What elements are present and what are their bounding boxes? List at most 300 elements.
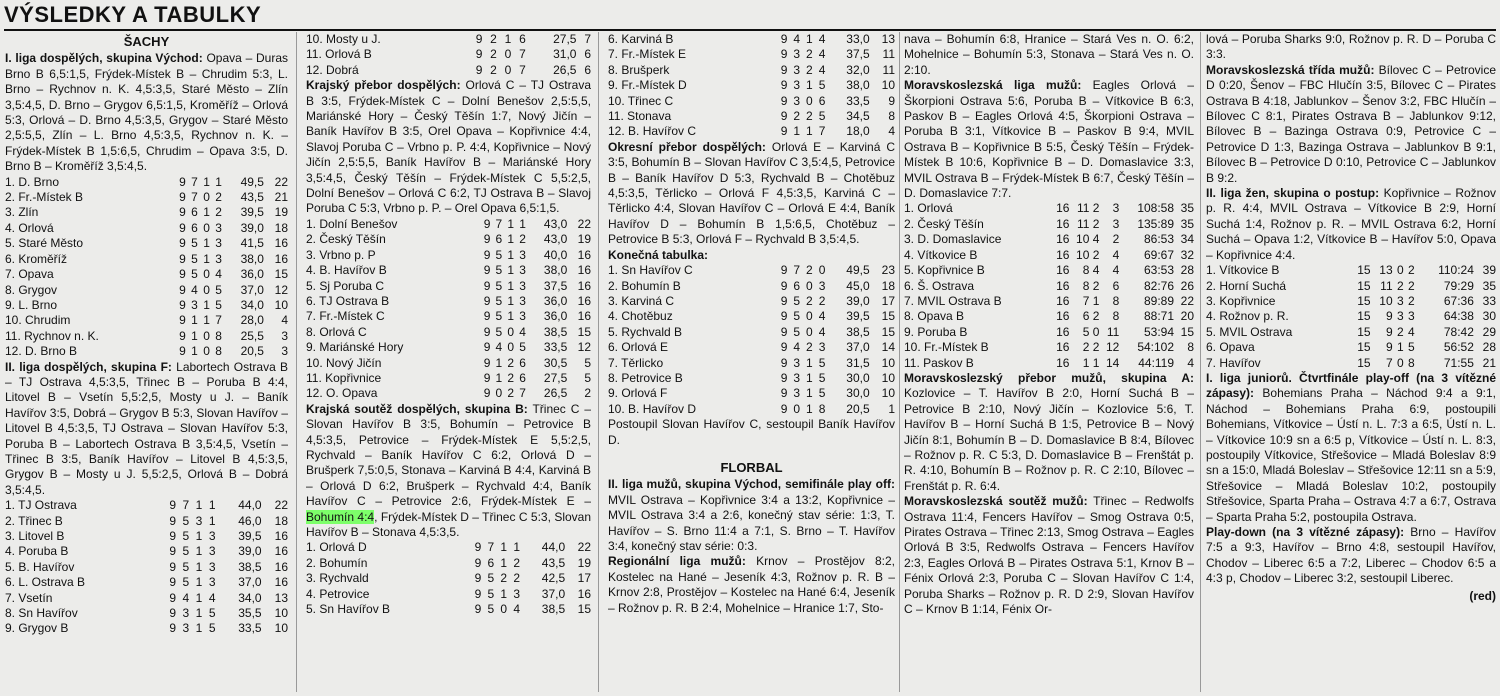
stat-cell: 39,5	[240, 205, 264, 220]
stat-cell: 9	[483, 247, 491, 262]
table-row	[608, 109, 895, 124]
stat-cell: 3	[818, 278, 826, 293]
results-text: Kozlovice – T. Havířov B 2:0, Horní Suchá B – Petrovice B 2:10, Nový Jičín – Kozlovice 5:6, T. Havířov B – Horní Suchá B 1:5, Petrovice B – Nový Jičín 8:1, Bohumín B – D. Domaslavice B 8:4, Bílovec – Rožnov p. R. C 5:3, D. Domaslavice B – Frenštát p. R. 4:10, Bohumín B – Rožnov p. R. C 2:10, Bílovec – Frenštát p. R. 6:4.	[904, 386, 1194, 493]
stat-cell: 5	[487, 602, 495, 617]
team-name-cell: 8. Sn Havířov	[5, 606, 78, 621]
table-row	[904, 201, 1194, 216]
stat-cell: 3	[793, 78, 801, 93]
stat-cell: 3	[208, 575, 216, 590]
table-row	[5, 529, 288, 544]
stat-cell: 1	[208, 513, 216, 528]
stat-cell: 11	[882, 47, 895, 62]
stat-cell: 39	[1482, 263, 1496, 278]
stat-cell: 9	[483, 278, 491, 293]
stat-cell: 2	[1408, 263, 1415, 278]
team-name-cell: 5. Sj Poruba C	[306, 278, 385, 293]
stat-cell: 2	[513, 555, 520, 570]
stat-cell: 28	[1482, 340, 1496, 355]
stat-cell: 4	[1187, 355, 1194, 370]
stat-cell: 2	[1092, 216, 1100, 231]
stat-cell: 3	[215, 236, 222, 251]
stat-cell: 1	[806, 32, 813, 46]
stat-cell: 2	[806, 263, 813, 278]
stat-cell: 12	[577, 340, 591, 355]
team-name-cell: 5. Rychvald B	[608, 324, 683, 339]
stat-cell: 4	[793, 340, 801, 355]
table-row	[306, 248, 591, 263]
stat-cell: 1	[500, 586, 508, 601]
stat-cell: 1	[203, 297, 210, 312]
team-name-cell: 2. Fr.-Místek B	[5, 190, 84, 205]
stat-cell: 16	[274, 575, 288, 590]
stat-cell: 34,5	[846, 109, 870, 124]
stat-cell: 2	[1396, 324, 1404, 339]
stat-cell: 5	[495, 324, 503, 339]
stat-cell: 39,0	[238, 544, 262, 559]
stat-cell: 1	[195, 590, 203, 605]
stat-cell: 15	[1357, 263, 1371, 278]
stat-cell: 5	[818, 370, 826, 385]
stat-cell: 19	[577, 555, 591, 570]
stat-cell: 39,0	[240, 220, 264, 235]
stat-cell: 10	[881, 355, 895, 370]
results-text: MVIL Ostrava – Kopřivnice 3:4 a 13:2, Kopřivnice – MVIL Ostrava 3:4 a 2:6, konečný stav série: 1:3, T. Havířov – S. Brno 11:4 a 7:1, S. Brno – T. Havířov 3:4, konečný stav série: 0:3.	[608, 492, 895, 553]
table-row	[5, 221, 288, 236]
stat-cell: 3	[215, 220, 222, 235]
stat-cell: 28	[1180, 263, 1194, 278]
results-text: Krnov – Prostějov 8:2, Kostelec na Hané – Jeseník 4:3, Rožnov p. R. B – Krnov 2:8, Prostějov – Kostelec na Hané 6:4, Jeseník – Rožnov p. R. B 2:4, Mohelnice – Hranice 1:7, Sto-	[608, 554, 895, 615]
stat-cell: 9	[1385, 309, 1393, 324]
stat-cell: 1	[513, 540, 520, 555]
stat-cell: 15	[274, 267, 288, 282]
stat-cell: 5	[519, 340, 526, 355]
stat-cell: 5	[818, 355, 826, 370]
stat-cell: 10	[1076, 232, 1090, 247]
stat-cell: 9	[179, 220, 186, 235]
stat-cell: 0	[806, 278, 813, 293]
stat-cell: 8	[1082, 263, 1090, 278]
table-row	[608, 78, 895, 93]
competition-heading: Regionální liga mužů:	[608, 554, 746, 569]
results-text: Brno – Havířov 7:5 a 9:3, Havířov – Brno 4:8, sestoupil Havířov, Chodov – Liberec 6:5 a 7:2, Liberec – Chodov 6:5 a 4:3 p, Chodov – Liberec 3:2, sestoupil Liberec.	[1206, 525, 1496, 586]
table-row	[1206, 294, 1496, 309]
final-table-heading: Konečná tabulka:	[608, 247, 709, 262]
results-paragraph	[904, 371, 1194, 494]
stat-cell: 18	[274, 220, 288, 235]
stat-cell: 2	[1396, 278, 1404, 293]
stat-cell: 1	[500, 555, 508, 570]
stat-cell: 7	[182, 498, 190, 513]
stat-cell: 3	[793, 370, 801, 385]
stat-cell: 0	[203, 220, 210, 235]
stat-cell: 35	[1180, 216, 1194, 231]
stat-cell: 9	[179, 282, 186, 297]
stat-cell: 3	[208, 559, 216, 574]
stat-cell: 6	[1082, 309, 1090, 324]
stat-cell: 10	[881, 370, 895, 385]
stat-cell: 1	[195, 498, 203, 513]
stat-cell: 9	[780, 93, 788, 108]
stat-cell: 36,0	[543, 293, 568, 308]
stat-cell: 2	[490, 47, 497, 62]
stat-cell: 6	[818, 93, 826, 108]
competition-heading: II. liga mužů, skupina Východ, semifinále play off:	[608, 477, 895, 492]
stat-cell: 5	[215, 282, 222, 297]
stat-cell: 5	[1408, 340, 1415, 355]
stat-cell: 16	[274, 544, 288, 559]
stat-cell: 16	[274, 236, 288, 251]
team-name-cell: 2. Český Těšín	[904, 216, 984, 231]
column-5	[1206, 32, 1496, 694]
team-name-cell: 1. Sn Havířov C	[608, 263, 693, 278]
stat-cell: 2	[507, 370, 515, 385]
stat-cell: 37,5	[846, 47, 870, 62]
standings-table	[306, 32, 591, 78]
stat-cell: 1	[195, 559, 203, 574]
stat-cell: 1	[195, 544, 203, 559]
team-name-cell: 8. Petrovice B	[608, 370, 683, 385]
stat-cell: 4	[1112, 263, 1120, 278]
stat-cell: 7	[818, 124, 826, 139]
competition-heading: Okresní přebor dospělých:	[608, 139, 766, 154]
stat-cell: 5	[215, 297, 222, 312]
stat-cell: 16	[1056, 247, 1070, 262]
stat-cell: 7	[215, 313, 222, 328]
results-text: Bohemians Praha – Náchod 9:4 a 9:1, Náchod – Bohemians Praha 6:9, postoupili Bohemians, Vítkovice – Ústí n. L. 7:3 a 6:5, Ústí n. L. – Vítkovice 10:9 sn a 6:5 p, Vítkovice – Ústí n. L. 8:3, postoupily Vítkovice, Střešovice – Mladá Boleslav 8:9 sn a 15:0, Mladá Boleslav – Střešovice 12:11 sn a 5:9, Střešovice – Mladá Boleslav 10:2, postoupily Střešovice, Sparta Praha – Ostrava 4:7 a 6:7, Ostrava – Sparta Praha 5:2, postoupila Ostrava.	[1206, 386, 1496, 524]
column-3	[608, 32, 895, 694]
table-row	[904, 356, 1194, 371]
stat-cell: 2	[806, 293, 813, 308]
stat-cell: 9	[780, 355, 788, 370]
results-text: Labortech Ostrava B – TJ Ostrava 4,5:3,5, Třinec B – Poruba B 4:4, Litovel B – Vsetín 5,5:2,5, Mosty u J. – Baník Havířov 3:5, Dobrá – Grygov B 5:3, Slovan Havířov – Litovel B 4,5:3,5, TJ Ostrava – Slovan Havířov 5:3, Poruba B – Labortech Ostrava B 3,5:4,5, Vsetín – Třinec B 3:5, Baník Havířov – Litovel B 4,5:3,5, Grygov B – Mosty u J. 5,5:2,5, Orlová B – Dobrá 3,5:4,5.	[5, 359, 288, 497]
team-name-cell: 6. Š. Ostrava	[904, 278, 975, 293]
stat-cell: 16	[577, 586, 591, 601]
stat-cell: 5	[487, 586, 495, 601]
stat-cell: 30,5	[543, 355, 568, 370]
stat-cell: 43,0	[543, 216, 568, 231]
stat-cell: 0	[504, 47, 512, 62]
stat-cell: 3	[191, 297, 198, 312]
table-row	[5, 544, 288, 559]
stat-cell: 9	[780, 278, 788, 293]
stat-cell: 4	[208, 590, 216, 605]
stat-cell: 0	[203, 282, 210, 297]
stat-cell: 1	[507, 247, 515, 262]
column-1	[5, 32, 288, 694]
table-row	[306, 356, 591, 371]
stat-cell: 43,5	[240, 190, 264, 205]
stat-cell: 16	[1056, 293, 1070, 308]
stat-cell: 4	[818, 324, 826, 339]
stat-cell: 2	[513, 571, 520, 586]
stat-cell: 3	[793, 47, 801, 62]
results-paragraph	[306, 78, 591, 217]
stat-cell: 1	[806, 124, 813, 139]
table-row	[5, 252, 288, 267]
stat-cell: 9	[475, 62, 483, 77]
stat-cell: 110:24	[1438, 263, 1474, 278]
stat-cell: 1	[1092, 355, 1100, 370]
stat-cell: 16	[274, 529, 288, 543]
stat-cell: 0	[500, 602, 508, 617]
stat-cell: 13	[881, 32, 895, 46]
standings-table	[608, 32, 895, 140]
stat-cell: 1	[495, 370, 503, 385]
stat-cell: 1	[507, 309, 515, 324]
team-name-cell: 6. Orlová E	[608, 340, 669, 355]
stat-cell: 34,0	[240, 297, 264, 312]
stat-cell: 12	[274, 282, 288, 297]
stat-cell: 9	[1385, 324, 1393, 339]
stat-cell: 16	[1056, 232, 1070, 247]
standings-table	[306, 540, 591, 617]
stat-cell: 12	[1105, 340, 1120, 355]
competition-heading: Moravskoslezská třída mužů:	[1206, 62, 1375, 77]
team-name-cell: 9. Grygov B	[5, 621, 69, 636]
results-paragraph	[1206, 63, 1496, 186]
team-name-cell: 3. Rychvald	[306, 571, 369, 586]
stat-cell: 9	[483, 355, 491, 370]
team-name-cell: 2. Bohumín B	[608, 278, 681, 293]
stat-cell: 9	[780, 263, 788, 278]
stat-cell: 38,5	[541, 602, 566, 617]
stat-cell: 2	[1092, 340, 1100, 355]
section-heading-floorball: FLORBAL	[720, 459, 783, 475]
results-text: Eagles Orlová – Škorpioni Ostrava 5:6, Poruba B – Vítkovice B 6:3, Paskov B – Eagles Orlová 4:5, Škorpioni Ostrava – Poruba B 3:1, Vítkovice B – Paskov B 9:4, MVIL Ostrava B – Kopřivnice B 5:5, Český Těšín – Frýdek-Místek B 10:6, Kopřivnice B – D. Domaslavice 3:3, MVIL Ostrava B – Frýdek-Místek B 6:7, Český Těšín – D. Domaslavice 7:7.	[904, 78, 1194, 201]
stat-cell: 2	[500, 571, 508, 586]
stat-cell: 0	[793, 401, 801, 416]
table-row	[306, 325, 591, 340]
stat-cell: 8	[818, 401, 826, 416]
table-row	[1206, 356, 1496, 371]
table-row	[1206, 263, 1496, 278]
stat-cell: 38,5	[238, 559, 262, 574]
stat-cell: 4	[519, 324, 526, 339]
stat-cell: 2	[793, 109, 801, 124]
stat-cell: 18	[274, 513, 288, 528]
stat-cell: 27,5	[553, 32, 577, 46]
stat-cell: 1	[507, 216, 515, 231]
stat-cell: 0	[806, 309, 813, 324]
stat-cell: 32,0	[846, 62, 870, 77]
stat-cell: 8	[1408, 355, 1415, 370]
results-paragraph	[5, 360, 288, 499]
stat-cell: 36,0	[543, 309, 568, 324]
stat-cell: 3	[182, 606, 190, 621]
stat-cell: 9	[179, 236, 186, 251]
stat-cell: 2	[818, 293, 826, 308]
stat-cell: 9	[780, 309, 788, 324]
promotion-note: Postoupil Slovan Havířov C, sestoupil Baník Havířov D.	[608, 417, 895, 447]
team-name-cell: 1. Orlová	[904, 201, 953, 216]
stat-cell: 41,5	[240, 236, 264, 251]
table-row	[306, 540, 591, 555]
stat-cell: 9	[483, 340, 491, 355]
results-text: Kopřivnice – Rožnov p. R. 4:4, MVIL Ostrava – Vítkovice B 2:9, Horní Suchá 1:4, Rožnov p. R. – MVIL Ostrava 6:2, Horní Suchá – Opava 1:2, Vítkovice B – Havířov 5:0, Opava – Kopřivnice 4:4.	[1206, 186, 1496, 262]
stat-cell: 9	[483, 386, 491, 401]
table-row	[5, 236, 288, 251]
stat-cell: 9	[483, 232, 491, 247]
stat-cell: 39,5	[238, 529, 262, 543]
team-name-cell: 3. Karviná C	[608, 293, 675, 308]
stat-cell: 2	[519, 232, 526, 247]
stat-cell: 10	[274, 606, 288, 621]
stat-cell: 1	[1082, 355, 1090, 370]
stat-cell: 33,5	[238, 621, 262, 636]
stat-cell: 3	[793, 386, 801, 401]
stat-cell: 15	[1357, 293, 1371, 308]
stat-cell: 9	[780, 324, 788, 339]
team-name-cell: 10. Fr.-Místek B	[904, 340, 989, 355]
team-name-cell: 9. Orlová F	[608, 386, 668, 401]
team-name-cell: 4. Chotěbuz	[608, 309, 673, 324]
stat-cell: 16	[1056, 340, 1070, 355]
stat-cell: 22	[274, 174, 288, 189]
table-row	[306, 340, 591, 355]
stat-cell: 0	[203, 344, 210, 359]
results-paragraph	[904, 78, 1194, 201]
stat-cell: 15	[1180, 324, 1194, 339]
stat-cell: 10	[274, 621, 288, 636]
stat-cell: 16	[274, 251, 288, 266]
team-name-cell: 8. Orlová C	[306, 324, 367, 339]
stat-cell: 44,0	[238, 498, 262, 513]
stat-cell: 11	[882, 62, 895, 77]
stat-cell: 8	[1082, 278, 1090, 293]
stat-cell: 3	[519, 278, 526, 293]
stat-cell: 7	[519, 62, 526, 77]
table-row	[5, 560, 288, 575]
stat-cell: 6	[793, 278, 801, 293]
stat-cell: 9	[483, 370, 491, 385]
stat-cell: 5	[191, 267, 198, 282]
stat-cell: 2	[806, 340, 813, 355]
table-row	[5, 575, 288, 590]
table-row	[608, 294, 895, 309]
stat-cell: 4	[281, 313, 288, 328]
team-name-cell: 11. Paskov B	[904, 355, 974, 370]
stat-cell: 9	[169, 590, 177, 605]
team-name-cell: 1. Dolní Benešov	[306, 216, 398, 231]
team-name-cell: 8. Brušperk	[608, 62, 670, 77]
competition-heading: I. liga dospělých, skupina Východ:	[5, 51, 203, 66]
stat-cell: 25,5	[240, 328, 264, 343]
table-row	[608, 386, 895, 401]
team-name-cell: 7. MVIL Ostrava B	[904, 293, 1002, 308]
competition-heading: II. liga žen, skupina o postup:	[1206, 186, 1380, 201]
results-text: Bílovec C – Petrovice D 0:20, Šenov – FBC Hlučín 3:5, Bílovec C – Pirates Ostrava B 4:18, Jablunkov – Šenov 3:2, FBC Hlučín – Bílovec C 8:1, Pirates Ostrava B – Jablunkov 9:12, Bílovec B – Bazinga Ostrava 0:9, Petrovice C – Petrovice D 1:3, Bazinga Ostrava – Jablunkov B 9:1, Bílovec B – Petrovice D 0:10, Petrovice C – Jablunkov B 9:2.	[1206, 62, 1496, 185]
stat-cell: 1	[203, 236, 210, 251]
stat-cell: 28,0	[240, 313, 264, 328]
stat-cell: 9	[780, 78, 788, 93]
stat-cell: 9	[780, 124, 788, 139]
stat-cell: 53:94	[1144, 324, 1175, 339]
stat-cell: 9	[780, 47, 788, 62]
team-name-cell: 10. B. Havířov D	[608, 401, 697, 416]
stat-cell: 9	[780, 109, 788, 124]
table-row	[5, 498, 288, 513]
section-heading-chess: ŠACHY	[123, 34, 170, 49]
stat-cell: 9	[169, 606, 177, 621]
stat-cell: 9	[179, 251, 186, 266]
stat-cell: 9	[475, 32, 483, 46]
stat-cell: 1	[504, 32, 512, 46]
results-paragraph	[608, 554, 895, 616]
stat-cell: 5	[495, 263, 503, 278]
stat-cell: 2	[215, 190, 222, 205]
stat-cell: 39,5	[846, 309, 870, 324]
stat-cell: 2	[806, 47, 813, 62]
results-paragraph	[1206, 525, 1496, 587]
competition-heading: Play-down (na 3 vítězné zápasy):	[1206, 525, 1405, 539]
table-row	[608, 94, 895, 109]
stat-cell: 1	[195, 621, 203, 636]
stat-cell: 2	[490, 62, 497, 77]
column-divider	[296, 32, 297, 692]
stat-cell: 0	[495, 386, 503, 401]
team-name-cell: 4. B. Havířov B	[306, 263, 387, 278]
results-paragraph	[904, 494, 1194, 617]
stat-cell: 7	[191, 174, 198, 189]
author-credit: (red)	[1469, 588, 1496, 603]
stat-cell: 8	[215, 328, 222, 343]
stat-cell: 1	[1396, 340, 1404, 355]
team-name-cell: 7. Těrlicko	[608, 355, 664, 370]
team-name-cell: 5. Kopřivnice B	[904, 263, 985, 278]
stat-cell: 3	[215, 251, 222, 266]
stat-cell: 3	[793, 93, 801, 108]
stat-cell: 9	[483, 263, 491, 278]
table-row	[608, 32, 895, 47]
stat-cell: 21	[274, 190, 288, 205]
table-row	[5, 514, 288, 529]
table-row	[306, 63, 591, 78]
stat-cell: 9	[179, 313, 186, 328]
stat-cell: 4	[818, 309, 826, 324]
stat-cell: 3	[519, 263, 526, 278]
stat-cell: 20,5	[240, 344, 264, 359]
stat-cell: 10	[881, 78, 895, 93]
stat-cell: 37,0	[240, 282, 264, 297]
table-row	[306, 556, 591, 571]
stat-cell: 16	[1056, 309, 1070, 324]
stat-cell: 0	[1396, 355, 1404, 370]
stat-cell: 9	[474, 540, 482, 555]
stat-cell: 8	[1112, 293, 1120, 308]
team-name-cell: 6. Karviná B	[608, 32, 674, 46]
stat-cell: 16	[577, 278, 591, 293]
stat-cell: 9	[179, 297, 186, 312]
stat-cell: 2	[1112, 232, 1120, 247]
stat-cell: 18,0	[846, 124, 870, 139]
stat-cell: 17	[881, 293, 895, 308]
stat-cell: 15	[1357, 278, 1371, 293]
stat-cell: 27,5	[543, 370, 568, 385]
results-text: nava – Bohumín 6:8, Hranice – Stará Ves n. O. 6:2, Mohelnice – Bohumín 5:3, Stonava – Stará Ves n. O. 2:10.	[904, 32, 1194, 77]
stat-cell: 0	[203, 328, 210, 343]
team-name-cell: 10. Třinec C	[608, 93, 674, 108]
competition-heading: Moravskoslezská soutěž mužů:	[904, 494, 1088, 509]
standings-table	[5, 175, 288, 360]
stat-cell: 20	[1180, 309, 1194, 324]
stat-cell: 16	[577, 309, 591, 324]
stat-cell: 16	[577, 293, 591, 308]
stat-cell: 1	[215, 174, 222, 189]
stat-cell: 15	[881, 309, 895, 324]
stat-cell: 1	[507, 232, 515, 247]
team-name-cell: 4. Rožnov p. R.	[1206, 309, 1289, 324]
stat-cell: 5	[182, 575, 190, 590]
